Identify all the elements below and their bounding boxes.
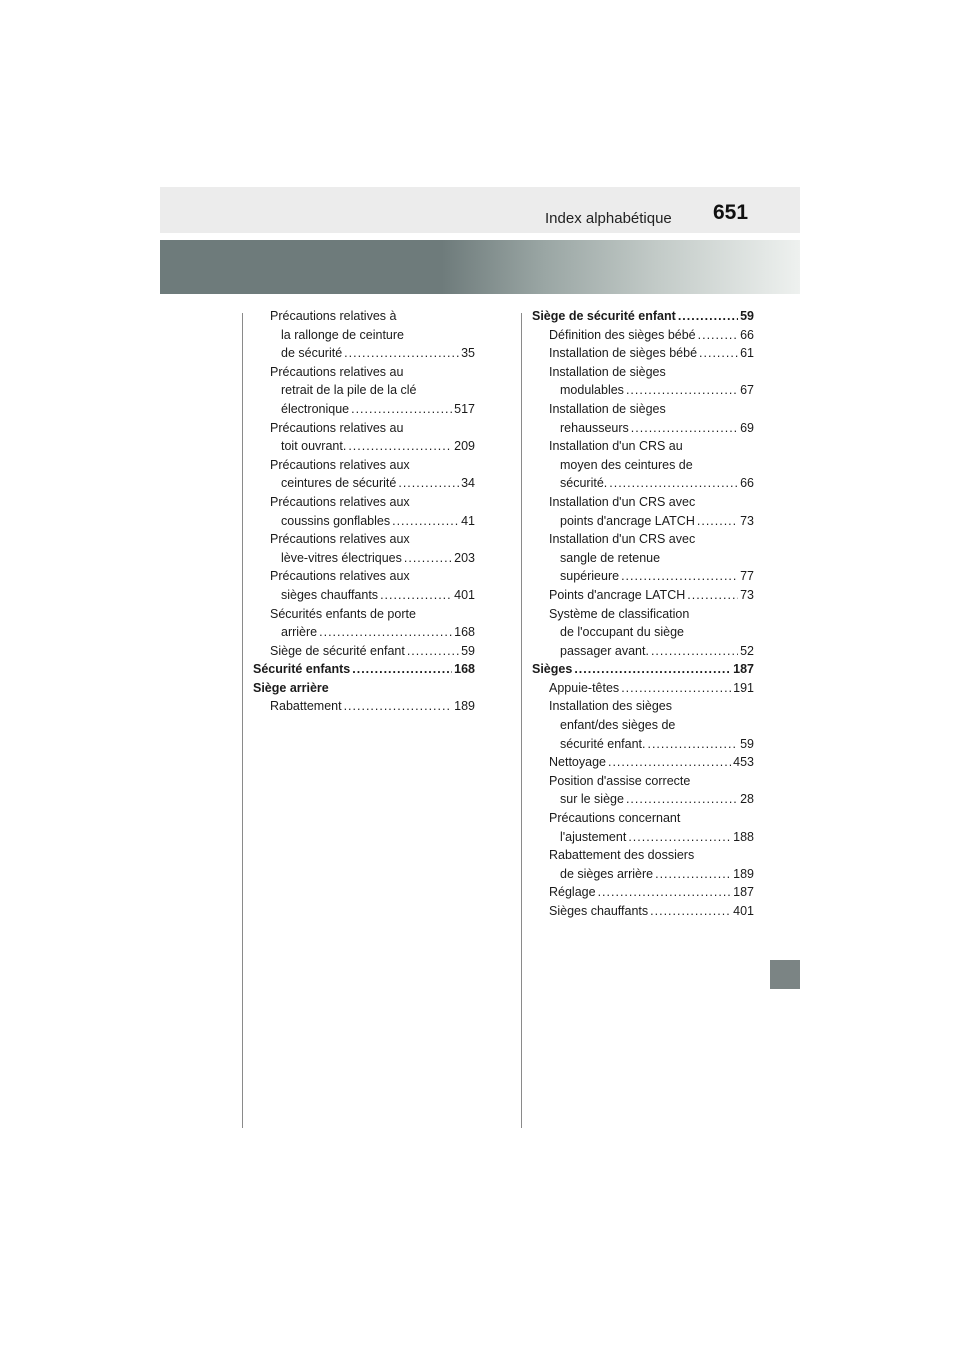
index-entry-line — [270, 623, 475, 642]
decorative-banner — [160, 240, 800, 294]
index-entry-line — [549, 642, 754, 661]
index-entry — [532, 586, 754, 605]
index-entry — [253, 697, 475, 716]
index-entry-line — [270, 697, 475, 716]
index-entry-text: Installation des sièges — [549, 699, 672, 714]
section-thumb-tab — [770, 960, 800, 989]
page-reference: 52 — [740, 643, 754, 658]
index-entry-text: Précautions relatives aux — [270, 494, 410, 509]
dot-leader — [348, 437, 452, 456]
dot-leader — [407, 642, 459, 661]
index-entry-line — [270, 512, 475, 531]
dot-leader — [598, 883, 732, 902]
page-reference: 188 — [733, 829, 754, 844]
index-entry-text: Réglage — [549, 885, 596, 900]
index-entry — [532, 530, 754, 586]
index-entry-line — [549, 790, 754, 809]
index-entry-line — [549, 474, 754, 493]
index-entry-line — [270, 344, 475, 363]
index-entry-text: arrière — [281, 625, 318, 640]
index-entry-text: Appuie-têtes — [549, 680, 620, 695]
page-reference: 66 — [740, 327, 754, 342]
index-entry-text: Sièges chauffants — [549, 904, 649, 918]
dot-leader — [678, 307, 738, 326]
index-entry-text: Points d'ancrage LATCH — [549, 587, 686, 602]
dot-leader — [698, 326, 738, 345]
dot-leader — [621, 679, 731, 698]
page-reference: 73 — [740, 513, 754, 528]
dot-leader — [404, 549, 452, 568]
page-reference: 41 — [461, 513, 475, 528]
dot-leader — [380, 586, 452, 605]
dot-leader — [650, 902, 731, 921]
index-entry-text: enfant/des sièges de — [560, 718, 676, 733]
page-reference: 73 — [740, 587, 754, 602]
index-entry-line — [270, 642, 475, 661]
index-entry-text: Rabattement des dossiers — [549, 848, 695, 863]
index-entry-text: rehausseurs — [560, 420, 629, 435]
page-reference: 69 — [740, 420, 754, 435]
index-entry-text: Siège de sécurité enfant — [532, 309, 676, 323]
index-entry-text: de l'occupant du siège — [560, 625, 685, 640]
index-entry — [532, 605, 754, 661]
dot-leader — [398, 474, 459, 493]
page-reference: 187 — [733, 885, 754, 900]
index-entry — [253, 660, 475, 679]
page-reference: 453 — [733, 755, 754, 770]
index-entry-line — [549, 381, 754, 400]
page-reference: 59 — [740, 309, 754, 323]
index-entry — [253, 363, 475, 419]
page-reference: 189 — [454, 699, 475, 714]
index-entry-text: modulables — [560, 383, 624, 398]
index-entry-text: Précautions relatives au — [270, 364, 404, 379]
index-entry-text: retrait de la pile de la clé — [281, 383, 417, 398]
index-entry — [532, 772, 754, 809]
index-entry-line — [270, 586, 475, 605]
page-reference: 59 — [461, 643, 475, 658]
index-entry-text: sangle de retenue — [560, 550, 661, 565]
index-entry-text: Précautions relatives aux — [270, 457, 410, 472]
index-entry-text: Installation de sièges bébé — [549, 346, 698, 361]
page-reference: 517 — [454, 401, 475, 416]
index-entry-line — [549, 753, 754, 772]
page-reference: 28 — [740, 792, 754, 807]
index-entry — [532, 679, 754, 698]
dot-leader — [626, 381, 738, 400]
page-reference: 66 — [740, 476, 754, 491]
page-reference: 189 — [733, 866, 754, 881]
index-entry-text: sur le siège — [560, 792, 624, 807]
index-column-right — [532, 307, 754, 921]
index-entry — [532, 437, 754, 493]
index-entry — [532, 846, 754, 883]
index-entry — [532, 809, 754, 846]
index-entry-line — [270, 437, 475, 456]
index-entry — [532, 344, 754, 363]
index-entry-text: toit ouvrant. — [281, 439, 347, 454]
index-entry-text: Installation d'un CRS avec — [549, 532, 696, 547]
page-reference: 77 — [740, 569, 754, 584]
index-entry — [253, 530, 475, 567]
page-reference: 34 — [461, 476, 475, 491]
index-entry — [532, 902, 754, 921]
index-entry-text: de sièges arrière — [560, 866, 654, 881]
index-entry — [532, 660, 754, 679]
dot-leader — [655, 865, 731, 884]
index-entry — [253, 642, 475, 661]
index-entry-text: Système de classification — [549, 606, 690, 621]
index-entry-text: Précautions relatives à — [270, 309, 397, 323]
dot-leader — [626, 790, 738, 809]
dot-leader — [609, 474, 738, 493]
page-title: Index alphabétique — [545, 210, 672, 227]
index-entry-text: l'ajustement — [560, 829, 627, 844]
index-entry-text: supérieure — [560, 569, 620, 584]
index-entry-line — [270, 400, 475, 419]
dot-leader — [631, 419, 738, 438]
index-entry — [253, 567, 475, 604]
index-entry — [532, 753, 754, 772]
dot-leader — [574, 660, 731, 679]
index-entry-text: sécurité. — [560, 476, 608, 491]
page-reference: 191 — [733, 680, 754, 695]
index-entry-text: de sécurité — [281, 346, 343, 361]
index-entry-text: moyen des ceintures de — [560, 457, 693, 472]
index-entry-text: Installation d'un CRS avec — [549, 494, 696, 509]
index-entry-text: sécurité enfant. — [560, 736, 646, 751]
index-entry-text: Précautions relatives aux — [270, 532, 410, 547]
page-number: 651 — [713, 201, 749, 224]
index-entry-line — [549, 326, 754, 345]
index-entry-text: Installation de sièges — [549, 401, 666, 416]
index-entry-line — [549, 344, 754, 363]
index-entry-text: Sièges — [532, 662, 573, 677]
index-entry — [532, 400, 754, 437]
dot-leader — [628, 828, 731, 847]
index-entry-line — [549, 883, 754, 902]
index-entry-line — [532, 660, 754, 679]
index-entry-text: Nettoyage — [549, 755, 606, 770]
index-entry-line — [549, 567, 754, 586]
page-reference: 187 — [733, 662, 754, 677]
index-entry — [532, 697, 754, 753]
index-entry-text: Sécurités enfants de porte — [270, 606, 416, 621]
index-entry-text: Sécurité enfants — [253, 662, 351, 677]
dot-leader — [687, 586, 738, 605]
page-reference: 209 — [454, 439, 475, 454]
dot-leader — [344, 697, 453, 716]
dot-leader — [608, 753, 731, 772]
index-entry — [253, 679, 475, 698]
index-entry-text: Précautions concernant — [549, 811, 681, 826]
index-entry — [253, 419, 475, 456]
header-bar — [160, 187, 800, 233]
index-entry-text: ceintures de sécurité — [281, 476, 397, 491]
dot-leader — [319, 623, 452, 642]
index-entry-line — [549, 679, 754, 698]
index-entry — [253, 456, 475, 493]
page-reference: 61 — [740, 346, 754, 361]
index-entry-line — [549, 865, 754, 884]
index-entry — [253, 493, 475, 530]
dot-leader — [699, 344, 738, 363]
index-entry-line — [549, 902, 754, 921]
dot-leader — [651, 642, 738, 661]
page-reference: 59 — [740, 736, 754, 751]
index-entry-text: coussins gonflables — [281, 513, 391, 528]
page-reference: 35 — [461, 346, 475, 361]
index-entry — [532, 326, 754, 345]
index-entry-text: points d'ancrage LATCH — [560, 513, 695, 528]
page-reference: 168 — [454, 662, 475, 677]
index-entry — [532, 493, 754, 530]
index-entry-text: Installation d'un CRS au — [549, 439, 683, 454]
index-entry-line — [549, 512, 754, 531]
index-entry-text: Position d'assise correcte — [549, 773, 691, 788]
index-column-left — [253, 307, 475, 716]
index-entry-text: Précautions relatives au — [270, 420, 404, 435]
dot-leader — [621, 567, 738, 586]
dot-leader — [392, 512, 459, 531]
index-entry-text: Siège de sécurité enfant — [270, 643, 405, 658]
dot-leader — [344, 344, 459, 363]
index-entry-line — [253, 660, 475, 679]
dot-leader — [352, 660, 452, 679]
index-entry — [532, 883, 754, 902]
index-entry-text: Siège arrière — [253, 680, 329, 695]
page-reference: 203 — [454, 550, 475, 565]
index-entry-line — [549, 735, 754, 754]
index-entry-text: sièges chauffants — [281, 587, 379, 602]
index-entry-line — [270, 549, 475, 568]
right-column-rule — [521, 313, 522, 1128]
page-reference: 67 — [740, 383, 754, 398]
page-reference: 168 — [454, 625, 475, 640]
index-entry-text: Précautions relatives aux — [270, 569, 410, 584]
index-entry-line — [532, 307, 754, 326]
index-entry-line — [549, 586, 754, 605]
page-reference: 401 — [454, 587, 475, 602]
index-entry-text: électronique — [281, 401, 350, 416]
index-entry — [532, 363, 754, 400]
dot-leader — [647, 735, 738, 754]
index-entry — [253, 307, 475, 363]
index-entry-line — [549, 828, 754, 847]
index-entry-text: la rallonge de ceinture — [281, 327, 404, 342]
index-entry-text: Définition des sièges bébé — [549, 327, 696, 342]
page-reference: 401 — [733, 904, 754, 918]
index-entry — [253, 605, 475, 642]
index-entry — [532, 307, 754, 326]
index-entry-line — [549, 419, 754, 438]
index-entry-text: Rabattement — [270, 699, 342, 714]
dot-leader — [697, 512, 738, 531]
index-entry-text: passager avant. — [560, 643, 649, 658]
index-entry-text: Installation de sièges — [549, 364, 666, 379]
dot-leader — [351, 400, 452, 419]
index-entry-text: lève-vitres électriques — [281, 550, 402, 565]
left-column-rule — [242, 313, 243, 1128]
index-entry-line — [270, 474, 475, 493]
